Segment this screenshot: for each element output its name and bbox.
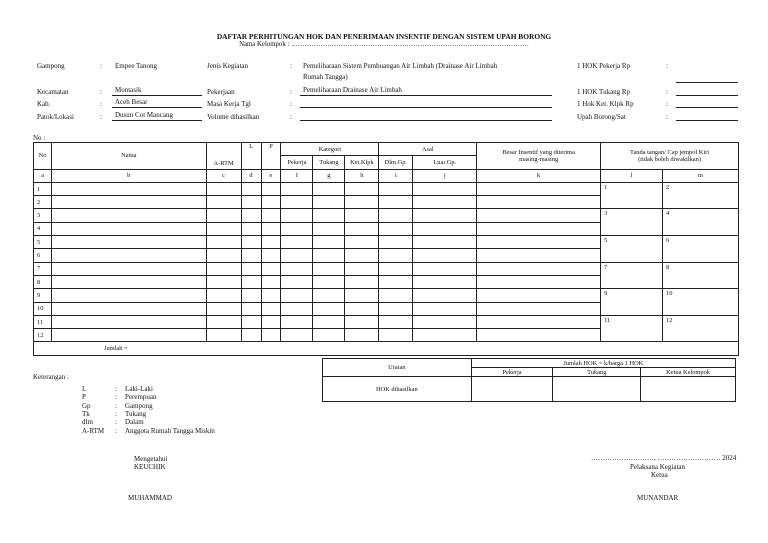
jenis-kegiatan-label: Jenis Kegiatan [207,62,249,70]
table-row [34,262,739,275]
table-cell [345,222,379,235]
table-cell [413,222,477,235]
table-cell [413,209,477,222]
table-cell [345,262,379,275]
table-cell [206,289,241,302]
table-cell [261,302,281,315]
table-cell [206,236,241,249]
hok-ketua-label: 1 Hok Ket. Klpk Rp [577,100,634,108]
row-number: 2 [34,196,52,209]
kecamatan-underline [112,95,202,96]
table-cell [261,329,281,342]
table-cell [261,275,281,288]
table-cell [379,315,413,328]
table-cell [51,249,206,262]
keuchik-label: KEUCHIK [134,463,166,471]
header-tanda-tangan [601,143,739,170]
table-cell [477,249,601,262]
table-row [34,182,739,195]
pekerjaan-label: Pekerjaan [207,88,235,96]
table-cell [206,196,241,209]
colon: : [100,100,102,108]
table-cell [261,236,281,249]
table-cell [413,249,477,262]
col-letter: l [601,169,663,182]
table-cell [379,249,413,262]
table-cell [281,262,313,275]
patok-label: Patok/Lokasi [37,113,74,121]
mengetahui-label: Mengetahui [134,455,168,463]
colon: : [290,88,292,96]
header-besar-insentif [477,143,601,170]
table-cell [51,302,206,315]
patok-underline [112,120,202,121]
table-cell [345,182,379,195]
table-cell [477,262,601,275]
pekerjaan-underline [300,95,552,96]
table-cell [477,289,601,302]
colon: : [290,100,292,108]
table-cell [477,196,601,209]
uraian-ketua: Ketua Kelompok [641,368,736,377]
table-cell [313,249,345,262]
signature-cell: 2 [663,182,739,209]
signature-cell: 3 [601,209,663,236]
table-cell [281,236,313,249]
row-number: 1 [34,182,52,195]
colon: : [115,409,117,418]
table-cell [379,329,413,342]
header-tukang: Tukang [313,156,345,169]
legend-key: Tk [82,409,90,418]
document-title: DAFTAR PERHITUNGAN HOK DAN PENERIMAAN INSENTIF DENGAN SISTEM UPAH BORONG [216,32,552,41]
signature-cell: 12 [663,315,739,342]
colon: : [115,385,117,393]
signature-cell: 6 [663,236,739,263]
table-cell [281,289,313,302]
table-cell [413,262,477,275]
table-cell [241,236,261,249]
gampong-value: Empee Tanong [115,62,157,70]
header-kategori: Kategori [281,143,379,156]
table-cell [241,302,261,315]
uraian-table [322,358,736,402]
header-ketklpk: Ket.Klpk [345,156,379,169]
table-cell [477,209,601,222]
signature-cell: 1 [601,182,663,209]
table-cell [241,315,261,328]
table-cell [261,249,281,262]
colon: : [100,62,102,70]
signature-cell: 8 [663,262,739,289]
header-tanda-line2: (tidak boleh diwakilkan) [638,155,701,163]
volume-underline [300,120,552,121]
table-cell [477,236,601,249]
table-cell [477,275,601,288]
col-letter: a [34,169,52,182]
header-artm: A-RTM [206,143,241,170]
legend-key: A-RTM [82,426,105,435]
col-letter: m [663,169,739,182]
table-cell [313,289,345,302]
colon: : [100,113,102,121]
table-cell [345,315,379,328]
table-cell [379,262,413,275]
colon: : [100,88,102,96]
row-number: 11 [34,315,52,328]
table-cell [281,315,313,328]
jenis-kegiatan-value-cont: Rumah Tangga) [303,73,348,81]
table-cell [313,209,345,222]
header-asal: Asal [379,143,477,156]
table-cell [313,182,345,195]
kecamatan-label: Kecamatan [37,88,69,96]
table-cell [379,209,413,222]
masa-kerja-underline [300,107,552,108]
table-cell [345,249,379,262]
jumlah-hok-label: Jumlah HOK = k/harga 1 HOK [471,359,735,368]
table-cell [261,182,281,195]
hok-ketua-underline [676,107,738,108]
table-cell [413,275,477,288]
table-row [34,315,739,328]
table-cell [51,222,206,235]
colon: : [666,100,668,108]
table-cell [206,315,241,328]
table-cell [379,289,413,302]
table-cell [206,249,241,262]
colon: : [666,62,668,70]
table-row [34,236,739,249]
col-letter: i [379,169,413,182]
hok-ketua-cell [641,377,736,402]
kab-value: Aceh Besar [115,98,148,106]
header-luargp: Luar.Gp. [413,156,477,169]
table-cell [379,196,413,209]
row-number: 4 [34,222,52,235]
ketua-name: MUNANDAR [637,494,679,502]
row-number: 9 [34,289,52,302]
table-cell [345,209,379,222]
table-cell [241,196,261,209]
table-cell [261,222,281,235]
group-name-line: Nama Kelompok : …………………………………………………………………………………………… [239,41,529,48]
hok-dihasilkan-label: HOK dihasilkan [323,377,472,402]
table-cell [313,329,345,342]
table-cell [281,222,313,235]
table-cell [413,315,477,328]
table-cell [281,249,313,262]
keterangan-label: Keterangan : [33,373,69,381]
table-cell [241,329,261,342]
col-letter: d [241,169,261,182]
hok-tukang-underline [676,95,738,96]
table-cell [413,196,477,209]
legend-value: Laki-Laki [125,385,153,393]
table-cell [379,222,413,235]
table-cell [345,275,379,288]
signature-cell: 11 [601,315,663,342]
table-cell [241,275,261,288]
table-cell [206,182,241,195]
gampong-label: Gampong [37,62,65,70]
jumlah-row: Jumlah = [34,342,739,355]
table-cell [241,249,261,262]
patok-value: Dusun Cot Mancang [115,111,173,119]
colon: : [666,113,668,121]
table-cell [413,236,477,249]
table-cell [261,289,281,302]
colon: : [290,62,292,70]
table-cell [241,262,261,275]
legend-key: L [82,385,87,393]
col-letter: e [261,169,281,182]
kecamatan-value: Montasik [115,86,142,94]
table-cell [345,302,379,315]
table-cell [51,275,206,288]
col-letter: f [281,169,313,182]
table-cell [51,289,206,302]
table-cell [345,196,379,209]
table-row [34,289,739,302]
table-cell [261,315,281,328]
table-row [34,209,739,222]
table-cell [241,209,261,222]
legend-value: Tukang [125,409,147,418]
table-cell [206,329,241,342]
legend-key: P [82,393,86,402]
keuchik-name: MUHAMMAD [128,494,172,502]
table-cell [206,275,241,288]
table-cell [51,329,206,342]
col-letter: k [477,169,601,182]
no-label: No : [33,134,46,142]
table-cell [313,275,345,288]
table-cell [241,222,261,235]
legend-value: Anggota Rumah Tangga Miskin [125,426,215,435]
table-cell [313,196,345,209]
col-letter: g [313,169,345,182]
col-letter: j [413,169,477,182]
legend-key: dlm [82,418,93,427]
uraian-label: Uraian [323,359,472,377]
table-cell [51,315,206,328]
table-cell [281,275,313,288]
row-number: 6 [34,249,52,262]
legend-key: Gp [82,401,91,410]
colon: : [666,88,668,96]
kab-label: Kab. [37,100,51,108]
table-cell [313,262,345,275]
jenis-kegiatan-value: Pemeliharaan Sistem Pembuangan Air Limbah (Drainase Air Limbah [303,62,498,70]
row-number: 12 [34,329,52,342]
table-cell [413,329,477,342]
table-cell [379,236,413,249]
colon: : [290,113,292,121]
hok-table [33,142,739,356]
table-cell [477,182,601,195]
header-besar-line2: masing-masing [519,155,559,163]
hok-pekerja-cell [471,377,553,402]
table-cell [313,222,345,235]
table-cell [281,329,313,342]
table-body [34,182,739,342]
header-dlmgp: Dlm.Gp. [379,156,413,169]
colon: : [115,426,117,435]
signature-cell: 10 [663,289,739,316]
table-cell [413,302,477,315]
uraian-pekerja: Pekerja [471,368,553,377]
table-cell [281,209,313,222]
table-cell [345,289,379,302]
table-cell [261,196,281,209]
ketua-label: Ketua [651,471,668,479]
table-cell [51,236,206,249]
col-letter: b [51,169,206,182]
row-number: 10 [34,302,52,315]
date-line: ………………………, ……………………… 2024 [591,454,737,462]
table-cell [345,236,379,249]
legend-value: Perempuan [125,393,157,402]
table-cell [477,315,601,328]
hok-tukang-label: 1 HOK Tukang Rp [577,88,631,96]
row-number: 5 [34,236,52,249]
table-cell [206,209,241,222]
header-no: No [34,143,52,170]
table-cell [51,262,206,275]
col-letter: c [206,169,241,182]
table-cell [379,182,413,195]
col-letter: h [345,169,379,182]
upah-borong-label: Upah Borong/Sat [577,113,626,121]
table-cell [379,275,413,288]
pelaksana-label: Pelaksana Kegiatan [630,463,686,471]
signature-cell: 9 [601,289,663,316]
table-cell [206,262,241,275]
legend-value: Dalam [125,418,144,427]
row-number: 7 [34,262,52,275]
row-number: 8 [34,275,52,288]
table-cell [313,236,345,249]
header-nama: Nama [51,143,206,170]
uraian-tukang: Tukang [553,368,641,377]
header-pekerja: Pekerja [281,156,313,169]
colon: : [115,393,117,402]
upah-borong-underline [676,120,738,121]
header-l: L [241,143,261,170]
table-cell [281,196,313,209]
legend-value: Gampong [125,401,153,410]
table-cell [477,329,601,342]
signature-cell: 4 [663,209,739,236]
volume-label: Volume dihasilkan [207,113,260,121]
table-cell [413,182,477,195]
pekerjaan-value: Pemeliharaan Drainase Air Limbah [303,86,402,94]
table-cell [477,222,601,235]
table-cell [313,302,345,315]
table-cell [51,196,206,209]
hok-pekerja-underline [676,82,738,83]
colon: : [115,401,117,410]
table-cell [206,222,241,235]
colon: : [115,418,117,427]
table-cell [206,302,241,315]
row-number: 3 [34,209,52,222]
kab-underline [112,107,202,108]
table-cell [379,302,413,315]
table-cell [281,182,313,195]
table-cell [313,315,345,328]
header-p: P [261,143,281,170]
header-besar-line1: Besar Insentif yang diterima [502,148,575,156]
table-cell [241,289,261,302]
table-cell [261,262,281,275]
masa-kerja-label: Masa Kerja Tgl [207,100,251,108]
signature-cell: 7 [601,262,663,289]
signature-cell: 5 [601,236,663,263]
table-cell [345,329,379,342]
hok-tukang-cell [553,377,641,402]
table-cell [51,209,206,222]
table-cell [281,302,313,315]
header-tanda-line1: Tanda tangan/ Cap jempol Kiri [630,148,710,156]
hok-pekerja-label: 1 HOK Pekerja Rp [577,62,631,70]
table-cell [477,302,601,315]
table-cell [51,182,206,195]
table-cell [413,289,477,302]
table-cell [261,209,281,222]
table-cell [241,182,261,195]
